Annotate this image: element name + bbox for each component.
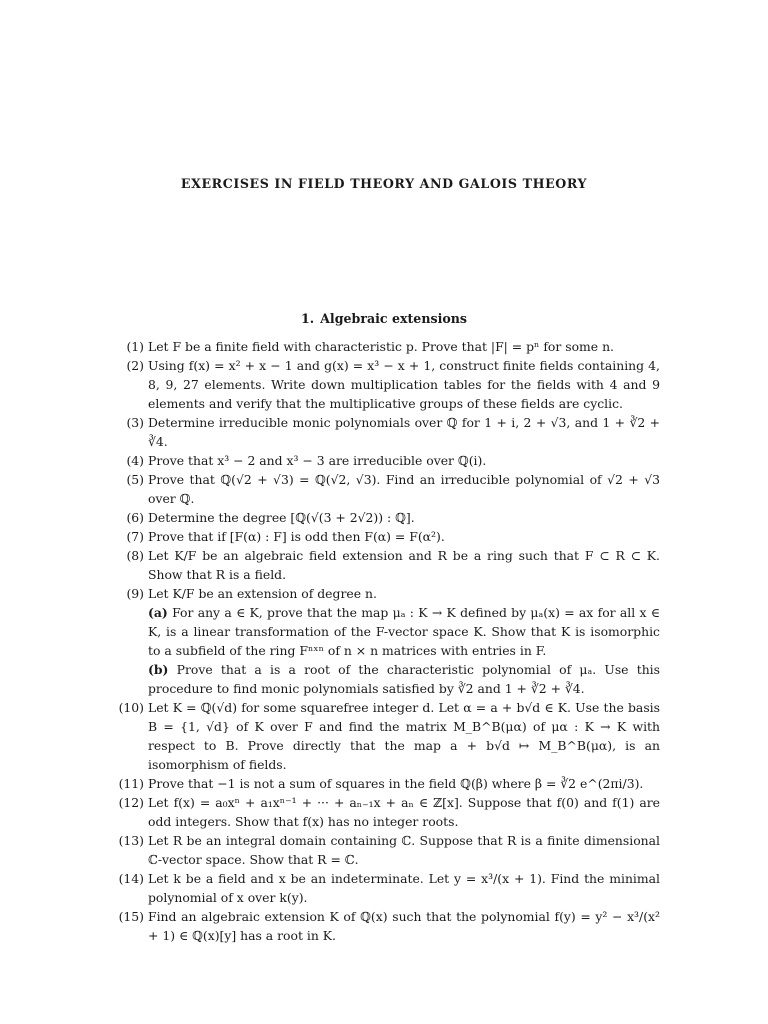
exercise-text: Prove that if [F(α) : F] is odd then F(α) = F(α²).: [148, 529, 445, 544]
exercise-text: Let k be a field and x be an indeterminate. Let y = x³/(x + 1). Find the minimal polynomial of x over k(y).: [148, 871, 660, 905]
exercise-number: (14): [118, 871, 144, 886]
exercise-item-3: [126, 413, 660, 451]
exercise-item-7: [126, 527, 660, 546]
exercise-item-9: [126, 584, 660, 698]
exercise-part-b: [148, 660, 660, 698]
exercise-number: (12): [118, 795, 144, 810]
exercise-text: Prove that −1 is not a sum of squares in the field ℚ(β) where β = ∛2 e^(2πi/3).: [148, 776, 644, 791]
exercise-item-14: [118, 869, 660, 907]
exercise-number: (6): [126, 510, 144, 525]
exercise-number: (4): [126, 453, 144, 468]
exercise-number: (15): [118, 909, 144, 924]
exercise-text: Let K = ℚ(√d) for some squarefree integer d. Let α = a + b√d ∈ K. Use the basis B = {1, √d} of K over F and find the matrix M_B^B(μα) of μα : K → K with respect to B. Prove directly that the map a + b√d ↦ M_B^B(μα), is an isomorphism of fields.: [148, 700, 660, 772]
exercise-item-8: [126, 546, 660, 584]
exercise-item-11: [118, 774, 660, 793]
document-title: EXERCISES IN FIELD THEORY AND GALOIS THEORY: [180, 176, 588, 191]
exercise-item-10: [118, 698, 660, 774]
exercise-number: (3): [126, 415, 144, 430]
exercise-number: (5): [126, 472, 144, 487]
exercise-item-12: [118, 793, 660, 831]
exercise-item-6: [126, 508, 660, 527]
exercise-text: Let F be a finite field with characteristic p. Prove that |F| = pⁿ for some n.: [148, 339, 614, 354]
exercise-text: Prove that x³ − 2 and x³ − 3 are irreducible over ℚ(i).: [148, 453, 487, 468]
exercise-text: Find an algebraic extension K of ℚ(x) such that the polynomial f(y) = y² − x³/(x² + 1) ∈ ℚ(x)[y] has a root in K.: [148, 909, 660, 943]
exercise-text: Using f(x) = x² + x − 1 and g(x) = x³ − x + 1, construct finite fields containing 4, 8, 9, 27 elements. Write down multiplication tables for the fields with 4 and 9 elements and verify that the multiplicative groups of these fields are cyclic.: [148, 358, 660, 411]
part-label: (a): [148, 605, 168, 620]
exercise-number: (7): [126, 529, 144, 544]
exercise-list: [118, 337, 660, 945]
exercise-number: (2): [126, 358, 144, 373]
exercise-item-4: [126, 451, 660, 470]
exercise-item-1: [126, 337, 660, 356]
exercise-item-15: [118, 907, 660, 945]
part-text: For any a ∈ K, prove that the map μₐ : K → K defined by μₐ(x) = ax for all x ∈ K, is a linear transformation of the F-vector space K. Show that K is isomorphic to a subfield of the ring Fⁿˣⁿ of n × n matrices with entries in F.: [148, 605, 660, 658]
exercise-text: Let K/F be an algebraic field extension and R be a ring such that F ⊂ R ⊂ K. Show that R is a field.: [148, 548, 660, 582]
exercise-text: Determine irreducible monic polynomials over ℚ for 1 + i, 2 + √3, and 1 + ∛2 + ∛4.: [148, 415, 660, 449]
part-label: (b): [148, 662, 169, 677]
exercise-number: (10): [118, 700, 144, 715]
exercise-text: Determine the degree [ℚ(√(3 + 2√2)) : ℚ].: [148, 510, 415, 525]
section-name: Algebraic extensions: [320, 311, 467, 326]
exercise-number: (13): [118, 833, 144, 848]
section-heading: [0, 311, 768, 326]
part-text: Prove that a is a root of the characteristic polynomial of μₐ. Use this procedure to find monic polynomials satisfied by ∛2 and 1 + ∛2 + ∛4.: [148, 662, 660, 696]
exercise-text: Prove that ℚ(√2 + √3) = ℚ(√2, √3). Find an irreducible polynomial of √2 + √3 over ℚ.: [148, 472, 660, 506]
exercise-part-a: [148, 603, 660, 660]
exercise-number: (8): [126, 548, 144, 563]
exercise-number: (11): [118, 776, 144, 791]
exercise-text: Let f(x) = a₀xⁿ + a₁xⁿ⁻¹ + ··· + aₙ₋₁x + aₙ ∈ ℤ[x]. Suppose that f(0) and f(1) are odd integers. Show that f(x) has no integer roots.: [148, 795, 660, 829]
exercise-item-13: [118, 831, 660, 869]
exercise-text: Let K/F be an extension of degree n.: [148, 586, 377, 601]
exercise-text: Let R be an integral domain containing ℂ. Suppose that R is a finite dimensional ℂ-vector space. Show that R = ℂ.: [148, 833, 660, 867]
exercise-number: (1): [126, 339, 144, 354]
exercise-item-2: [126, 356, 660, 413]
section-number: 1.: [301, 311, 315, 326]
exercise-number: (9): [126, 586, 144, 601]
exercise-item-5: [126, 470, 660, 508]
